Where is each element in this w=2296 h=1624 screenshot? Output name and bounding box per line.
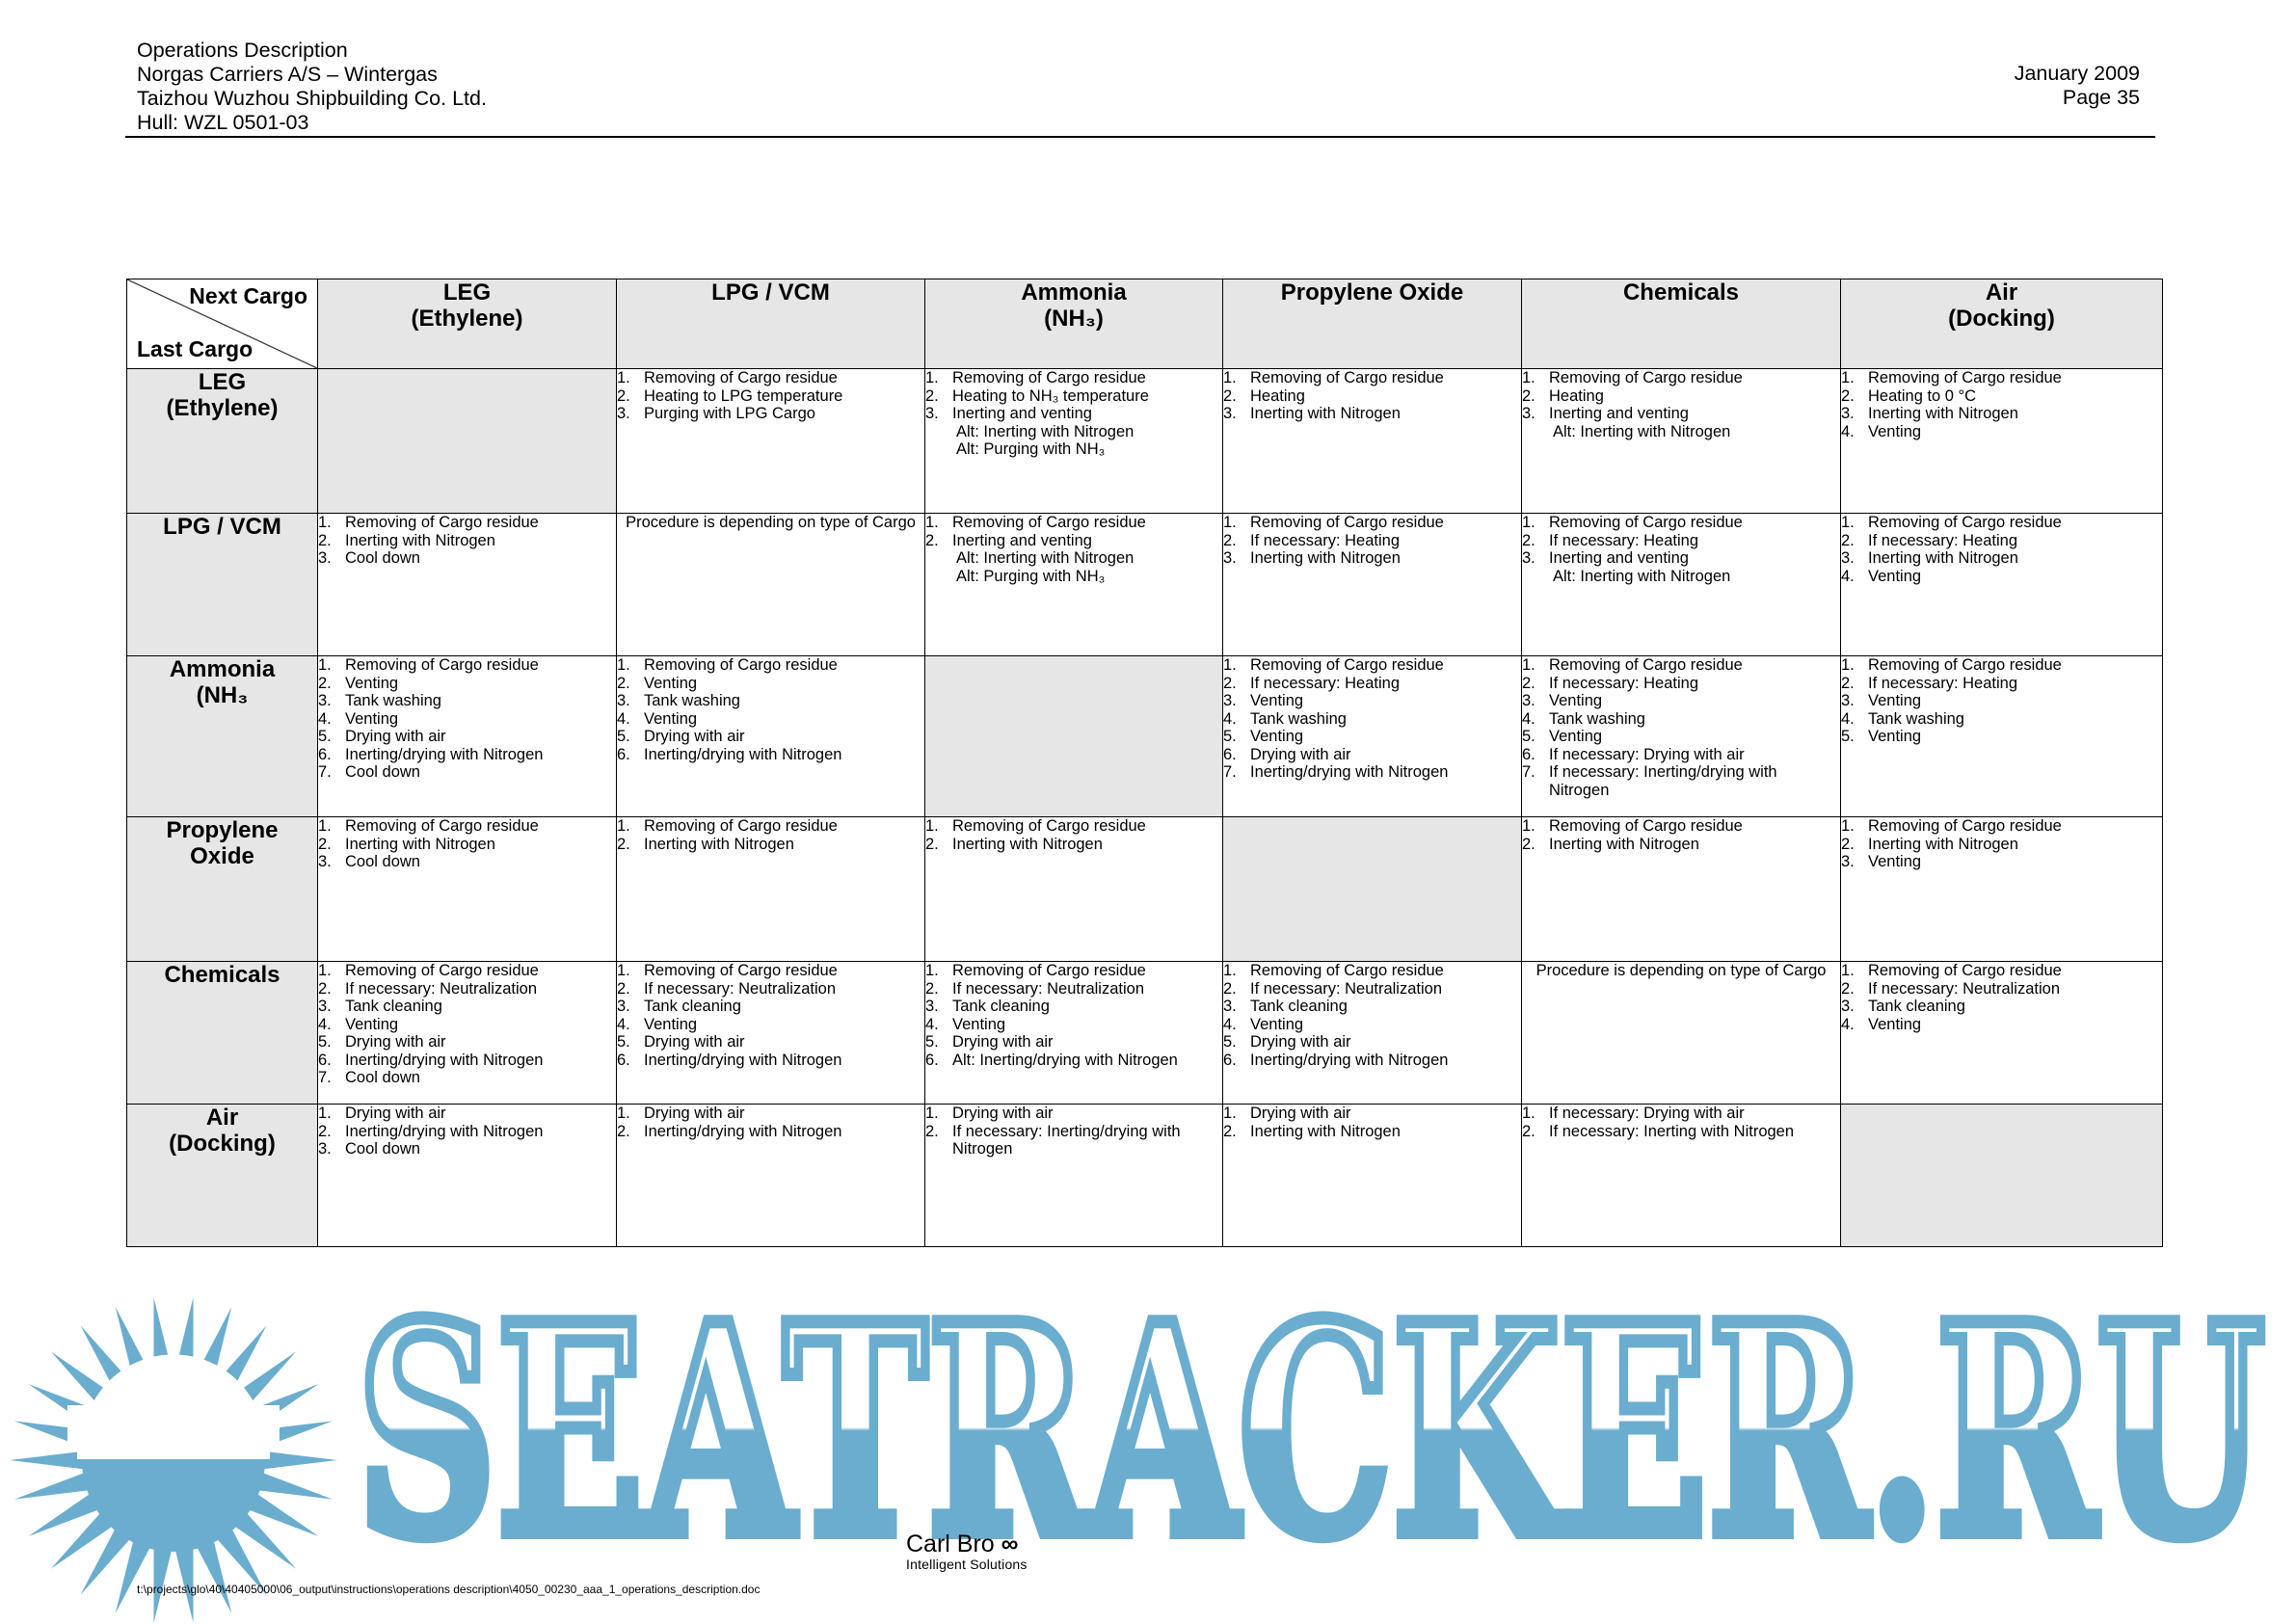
step-text: Heating to NH₃ temperature: [952, 386, 1149, 405]
step-text: Drying with air: [952, 1105, 1054, 1122]
step-number: 3.: [617, 998, 630, 1015]
column-header: Chemicals: [1522, 280, 1841, 369]
step-text: Drying with air: [1250, 745, 1351, 763]
step-number: 2.: [1223, 386, 1237, 405]
procedure-note-cell: Procedure is depending on type of Cargo: [617, 514, 925, 656]
step-number: 6.: [1223, 745, 1237, 763]
step-number: 2.: [1841, 531, 1855, 549]
header-date: January 2009: [2014, 62, 2140, 85]
row-header: LEG (Ethylene): [127, 369, 318, 514]
step-text: Removing of Cargo residue: [644, 817, 838, 835]
step-text: Inerting with Nitrogen: [345, 835, 495, 853]
step-text: Removing of Cargo residue: [1549, 369, 1743, 386]
step-number: 4.: [318, 709, 332, 728]
step-number: 2.: [318, 531, 332, 549]
step-number: 2.: [318, 1122, 332, 1140]
step-text: Venting: [1868, 422, 1922, 440]
step-number: 1.: [925, 1105, 939, 1122]
step-text: Inerting with Nitrogen: [1868, 405, 2018, 422]
step-text: Inerting with Nitrogen: [1250, 549, 1401, 567]
step-text: Tank cleaning: [1250, 998, 1348, 1015]
step-text: Inerting and venting: [952, 531, 1092, 549]
step-number: 3.: [1223, 405, 1237, 422]
step-text: Removing of Cargo residue: [345, 962, 539, 979]
header-page-number: Page 35: [2062, 86, 2140, 109]
step-number: 6.: [617, 1051, 630, 1069]
step-text: Removing of Cargo residue: [345, 656, 539, 674]
step-text: Venting: [952, 1015, 1006, 1033]
step-number: 3.: [617, 405, 630, 422]
step-number: 1.: [617, 369, 630, 386]
step-number: 1.: [318, 817, 332, 835]
step-number: 1.: [1223, 369, 1237, 386]
step-text: Heating to LPG temperature: [644, 386, 843, 405]
step-number: 2.: [925, 386, 939, 405]
step-number: 1.: [1841, 962, 1855, 979]
step-text: If necessary: Neutralization: [644, 979, 837, 998]
step-number: 6.: [617, 745, 630, 763]
step-text: Venting: [1868, 728, 1922, 745]
step-text: Removing of Cargo residue: [1250, 962, 1444, 979]
step-number: 3.: [1522, 549, 1535, 567]
step-number: 1.: [617, 1105, 630, 1122]
step-text: Venting: [345, 709, 399, 728]
step-number: 5.: [1841, 728, 1855, 745]
step-number: 2.: [1841, 835, 1855, 853]
row-header: Chemicals: [127, 962, 318, 1105]
step-text: Drying with air: [952, 1033, 1054, 1051]
step-text: Drying with air: [345, 1033, 446, 1051]
step-number: 2.: [1522, 835, 1535, 853]
step-number: 1.: [617, 656, 630, 674]
step-number: 2.: [617, 674, 630, 692]
step-text: If necessary: Drying with air: [1549, 1105, 1745, 1122]
step-number: 3.: [1841, 405, 1855, 422]
step-text: Tank cleaning: [644, 998, 741, 1015]
procedure-note-cell: Procedure is depending on type of Cargo: [1522, 962, 1841, 1105]
column-header: LPG / VCM: [617, 280, 925, 369]
step-number: 5.: [1223, 728, 1237, 745]
step-number: 2.: [1841, 674, 1855, 692]
header-line-4: Hull: WZL 0501-03: [137, 111, 309, 134]
step-text: Venting: [1549, 692, 1603, 709]
step-number: 2.: [318, 835, 332, 853]
step-text: Inerting/drying with Nitrogen: [345, 1122, 544, 1140]
step-text: Tank washing: [345, 692, 441, 709]
step-text: Venting: [1868, 853, 1922, 870]
step-number: 5.: [617, 728, 630, 745]
step-number: 2.: [1223, 674, 1237, 692]
step-number: 6.: [925, 1051, 939, 1069]
step-number: 4.: [925, 1015, 939, 1033]
step-text: Venting: [644, 709, 698, 728]
step-text: Removing of Cargo residue: [1868, 656, 2062, 674]
step-text: Removing of Cargo residue: [952, 369, 1146, 386]
step-text: Drying with air: [1250, 1033, 1351, 1051]
step-text: If necessary: Drying with air: [1549, 745, 1745, 763]
step-number: 2.: [1522, 674, 1535, 692]
step-text: Removing of Cargo residue: [1549, 656, 1743, 674]
header-line-1: Operations Description: [137, 39, 348, 62]
step-number: 2.: [1841, 979, 1855, 998]
step-number: 3.: [1841, 853, 1855, 870]
step-text: Drying with air: [1250, 1105, 1351, 1122]
step-number: 6.: [1522, 745, 1535, 763]
alternative-step: Alt: Purging with NH₃: [956, 440, 1106, 458]
step-text: Heating: [1250, 386, 1305, 405]
step-number: 2.: [1522, 1122, 1535, 1140]
step-text: Removing of Cargo residue: [644, 369, 838, 386]
step-text: If necessary: Heating: [1549, 674, 1698, 692]
step-text: Drying with air: [644, 1033, 745, 1051]
step-number: 3.: [617, 692, 630, 709]
step-number: 3.: [1522, 405, 1535, 422]
step-text: Inerting/drying with Nitrogen: [1250, 763, 1449, 781]
step-number: 7.: [318, 763, 332, 781]
step-text: If necessary: Neutralization: [952, 979, 1145, 998]
row-header: Ammonia (NH₃: [127, 656, 318, 817]
step-text: Inerting with Nitrogen: [1250, 1122, 1401, 1140]
step-text: If necessary: Heating: [1868, 531, 2017, 549]
step-number: 3.: [1841, 998, 1855, 1015]
step-text: Inerting with Nitrogen: [952, 835, 1103, 853]
step-text: Inerting/drying with Nitrogen: [644, 1122, 842, 1140]
step-text: Venting: [1250, 1015, 1304, 1033]
step-number: 3.: [318, 549, 332, 567]
step-text: If necessary: Neutralization: [1868, 979, 2061, 998]
step-number: 7.: [318, 1069, 332, 1086]
step-text: Removing of Cargo residue: [1250, 369, 1444, 386]
step-text: Inerting/drying with Nitrogen: [1250, 1051, 1449, 1069]
step-text: Inerting and venting: [1549, 405, 1689, 422]
alternative-step: Alt: Purging with NH₃: [956, 567, 1106, 585]
step-number: 4.: [617, 709, 630, 728]
step-number: 1.: [925, 514, 939, 531]
step-number: 1.: [925, 817, 939, 835]
step-number: 1.: [1841, 514, 1855, 531]
step-text: Inerting with Nitrogen: [1250, 405, 1401, 422]
step-number: 3.: [1223, 692, 1237, 709]
step-number: 3.: [318, 998, 332, 1015]
step-number: 7.: [1522, 763, 1535, 781]
step-number: 1.: [1841, 656, 1855, 674]
step-number: 2.: [617, 1122, 630, 1140]
corner-last-cargo: Last Cargo: [137, 336, 254, 361]
step-text: Tank cleaning: [345, 998, 442, 1015]
step-text: Inerting/drying with Nitrogen: [644, 1051, 842, 1069]
corner-next-cargo: Next Cargo: [189, 283, 307, 308]
step-number: 2.: [1522, 386, 1535, 405]
step-text: Removing of Cargo residue: [644, 656, 838, 674]
step-number: 1.: [1223, 656, 1237, 674]
step-number: 4.: [1841, 709, 1855, 728]
step-number: 1.: [925, 369, 939, 386]
column-header: LEG (Ethylene): [318, 280, 617, 369]
step-number: 2.: [1223, 1122, 1237, 1140]
step-number: 4.: [1841, 567, 1855, 585]
step-text: Drying with air: [345, 1105, 446, 1122]
step-text: Heating to 0 °C: [1868, 386, 1977, 405]
step-text: Venting: [345, 674, 399, 692]
alternative-step: Alt: Inerting with Nitrogen: [956, 422, 1135, 440]
step-number: 1.: [617, 817, 630, 835]
logo-mark-icon: ∞: [1001, 1531, 1019, 1557]
step-number: 2.: [1522, 531, 1535, 549]
step-text: Inerting with Nitrogen: [345, 531, 495, 549]
step-number: 1.: [925, 962, 939, 979]
step-number: 2.: [617, 386, 630, 405]
step-text: Cool down: [345, 853, 420, 870]
step-text: Removing of Cargo residue: [644, 962, 838, 979]
step-text: If necessary: Heating: [1250, 531, 1400, 549]
step-text: Removing of Cargo residue: [1868, 369, 2062, 386]
column-header: Ammonia (NH₃): [925, 280, 1223, 369]
step-number: 5.: [318, 728, 332, 745]
step-number: 2.: [318, 674, 332, 692]
step-number: 3.: [925, 405, 939, 422]
step-number: 6.: [1223, 1051, 1237, 1069]
column-header: Air (Docking): [1841, 280, 2163, 369]
step-number: 1.: [1223, 962, 1237, 979]
step-text: Cool down: [345, 1140, 420, 1158]
step-number: 7.: [1223, 763, 1237, 781]
step-number: 3.: [318, 853, 332, 870]
step-text: If necessary: Neutralization: [345, 979, 538, 998]
step-text: Drying with air: [644, 728, 745, 745]
row-header: Propylene Oxide: [127, 817, 318, 962]
step-number: 3.: [318, 1140, 332, 1158]
step-text: Removing of Cargo residue: [1868, 514, 2062, 531]
step-text: Drying with air: [644, 1105, 745, 1122]
step-number: 1.: [318, 962, 332, 979]
step-text: Alt: Inerting/drying with Nitrogen: [952, 1051, 1178, 1069]
step-number: 4.: [1841, 422, 1855, 440]
step-text: Tank washing: [1868, 709, 1964, 728]
step-text: Tank cleaning: [952, 998, 1050, 1015]
step-number: 4.: [1223, 709, 1237, 728]
step-number: 1.: [1223, 514, 1237, 531]
step-text: Venting: [644, 1015, 698, 1033]
step-text: Removing of Cargo residue: [952, 962, 1146, 979]
step-number: 5.: [1223, 1033, 1237, 1051]
step-number: 3.: [925, 998, 939, 1015]
step-number: 2.: [318, 979, 332, 998]
step-text: If necessary: Heating: [1250, 674, 1400, 692]
step-number: 3.: [318, 692, 332, 709]
step-number: 1.: [1522, 369, 1535, 386]
step-number: 1.: [1522, 1105, 1535, 1122]
file-path: t:\projects\glo\40\40405000\06_output\instructions\operations description\4050_00230_aaa_1_operations_description.doc: [137, 1583, 761, 1596]
step-number: 3.: [1223, 998, 1237, 1015]
step-text: Venting: [1868, 567, 1922, 585]
step-text: Removing of Cargo residue: [1250, 514, 1444, 531]
step-text: Heating: [1549, 386, 1604, 405]
step-number: 3.: [1522, 692, 1535, 709]
step-number: 1.: [318, 656, 332, 674]
step-number: 4.: [318, 1015, 332, 1033]
step-text: If necessary: Neutralization: [1250, 979, 1443, 998]
step-text: Tank washing: [644, 692, 740, 709]
step-text: If necessary: Inerting with Nitrogen: [1549, 1122, 1795, 1140]
step-number: 4.: [1223, 1015, 1237, 1033]
step-text: Inerting and venting: [1549, 549, 1689, 567]
step-number: 1.: [318, 514, 332, 531]
step-text: Tank washing: [1250, 709, 1347, 728]
alternative-step: Alt: Inerting with Nitrogen: [1553, 567, 1731, 585]
carl-bro-logo: [906, 1532, 1028, 1572]
step-text: Removing of Cargo residue: [1868, 817, 2062, 835]
row-header: LPG / VCM: [127, 514, 318, 656]
step-number: 5.: [925, 1033, 939, 1051]
step-text: Inerting and venting: [952, 405, 1092, 422]
step-text: Removing of Cargo residue: [1549, 817, 1743, 835]
watermark-text: SEATRACKER.RU: [357, 1261, 2265, 1601]
step-text: Tank washing: [1549, 709, 1645, 728]
step-number: 1.: [1223, 1105, 1237, 1122]
alternative-step: Alt: Inerting with Nitrogen: [1553, 422, 1731, 440]
step-text: Inerting with Nitrogen: [1549, 835, 1699, 853]
step-number: 2.: [617, 979, 630, 998]
step-text: Venting: [1549, 728, 1603, 745]
step-text: Removing of Cargo residue: [345, 817, 539, 835]
header-line-2: Norgas Carriers A/S – Wintergas: [137, 63, 438, 86]
row-header: Air (Docking): [127, 1105, 318, 1247]
step-number: 3.: [1841, 692, 1855, 709]
step-text: Venting: [644, 674, 698, 692]
step-text: Inerting/drying with Nitrogen: [644, 745, 842, 763]
step-number: 1.: [1522, 656, 1535, 674]
header-line-3: Taizhou Wuzhou Shipbuilding Co. Ltd.: [137, 87, 487, 110]
step-text: Removing of Cargo residue: [1868, 962, 2062, 979]
step-text: If necessary: Inerting/drying with Nitrogen: [1549, 763, 1777, 799]
step-text: Cool down: [345, 1069, 420, 1086]
step-number: 1.: [1522, 514, 1535, 531]
alternative-step: Alt: Inerting with Nitrogen: [956, 549, 1135, 567]
step-number: 1.: [1841, 369, 1855, 386]
step-text: Venting: [1250, 728, 1304, 745]
step-text: If necessary: Inerting/drying with Nitrogen: [952, 1122, 1181, 1158]
step-number: 4.: [617, 1015, 630, 1033]
step-number: 1.: [1522, 817, 1535, 835]
step-number: 2.: [925, 1122, 939, 1140]
step-text: Removing of Cargo residue: [1549, 514, 1743, 531]
step-text: Cool down: [345, 763, 420, 781]
step-number: 3.: [1223, 549, 1237, 567]
step-number: 4.: [1522, 709, 1535, 728]
step-text: Drying with air: [345, 728, 446, 745]
column-header: Propylene Oxide: [1223, 280, 1522, 369]
step-text: Inerting/drying with Nitrogen: [345, 1051, 544, 1069]
step-text: Cool down: [345, 549, 420, 567]
step-number: 2.: [925, 835, 939, 853]
step-number: 5.: [1522, 728, 1535, 745]
step-text: Venting: [345, 1015, 399, 1033]
step-number: 5.: [318, 1033, 332, 1051]
step-number: 2.: [1223, 531, 1237, 549]
step-number: 5.: [617, 1033, 630, 1051]
step-number: 6.: [318, 1051, 332, 1069]
step-text: Removing of Cargo residue: [952, 817, 1146, 835]
step-text: Venting: [1250, 692, 1304, 709]
step-number: 1.: [617, 962, 630, 979]
step-number: 2.: [617, 835, 630, 853]
logo-tagline: Intelligent Solutions: [906, 1557, 1028, 1572]
step-number: 2.: [925, 979, 939, 998]
step-text: Removing of Cargo residue: [1250, 656, 1444, 674]
step-text: If necessary: Heating: [1549, 531, 1698, 549]
step-number: 4.: [1841, 1015, 1855, 1033]
step-text: Inerting with Nitrogen: [644, 835, 794, 853]
step-text: Venting: [1868, 1015, 1922, 1033]
step-number: 2.: [925, 531, 939, 549]
step-text: Inerting with Nitrogen: [1868, 549, 2018, 567]
step-text: Removing of Cargo residue: [345, 514, 539, 531]
step-text: Removing of Cargo residue: [952, 514, 1146, 531]
step-number: 2.: [1223, 979, 1237, 998]
step-text: Inerting with Nitrogen: [1868, 835, 2018, 853]
step-number: 6.: [318, 745, 332, 763]
step-text: Inerting/drying with Nitrogen: [345, 745, 544, 763]
step-text: If necessary: Heating: [1868, 674, 2017, 692]
step-number: 1.: [1841, 817, 1855, 835]
step-text: Purging with LPG Cargo: [644, 405, 815, 422]
step-number: 2.: [1841, 386, 1855, 405]
step-text: Tank cleaning: [1868, 998, 1965, 1015]
step-number: 1.: [318, 1105, 332, 1122]
logo-name: Carl Bro: [906, 1531, 995, 1557]
step-text: Venting: [1868, 692, 1922, 709]
step-number: 3.: [1841, 549, 1855, 567]
